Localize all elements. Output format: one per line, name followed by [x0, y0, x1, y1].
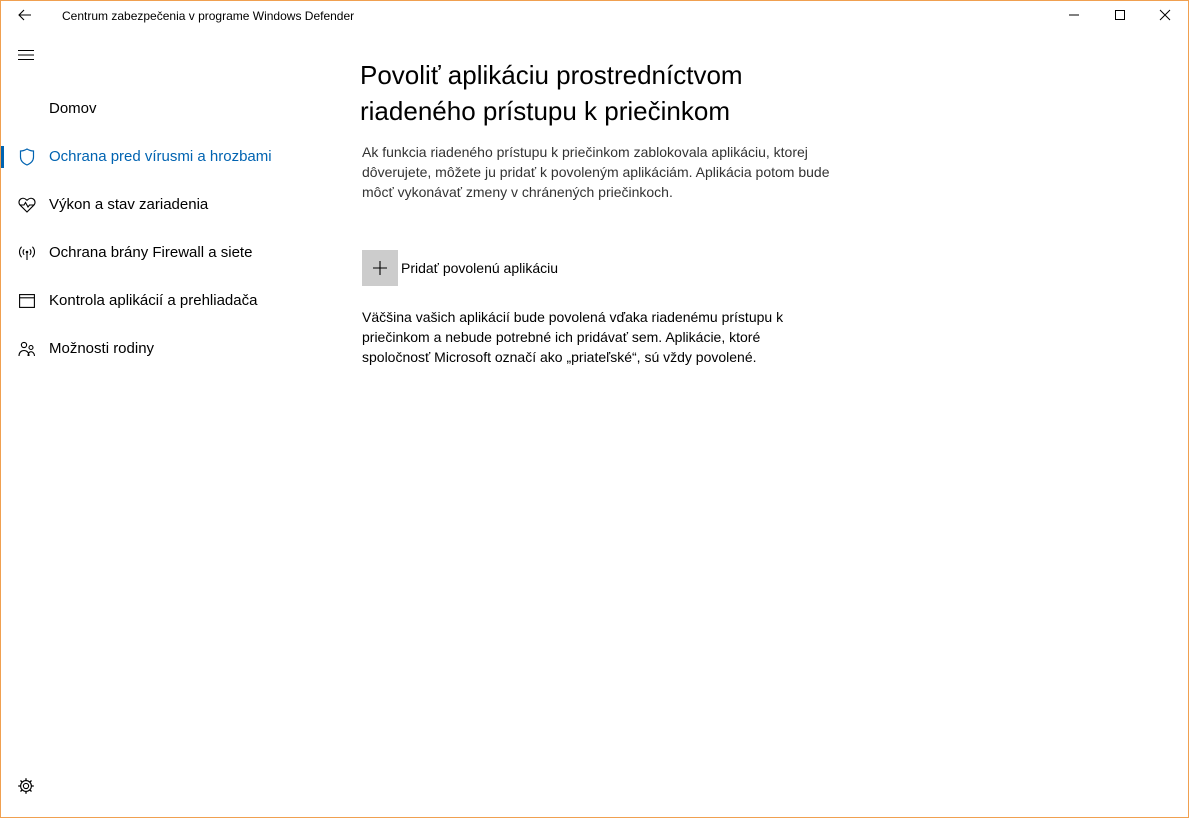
- plus-icon: [362, 250, 398, 286]
- page-description: Ak funkcia riadeného prístupu k priečinkom zablokovala aplikáciu, ktorej dôverujete, môžete ju pridať k povoleným aplikáciám. Aplikácia potom bude môcť vykonávať zmeny v chránených priečinkoch.: [362, 144, 830, 200]
- info-text: Väčšina vašich aplikácií bude povolená vďaka riadenému prístupu k priečinkom a nebude potrebné ich pridávať sem. Aplikácie, ktoré spoločnosť Microsoft označí ako „priateľské“, sú vždy povolené.: [362, 309, 784, 365]
- add-allowed-app-label: Pridať povolenú aplikáciu: [401, 260, 559, 276]
- sidebar-item-label: Výkon a stav zariadenia: [49, 196, 209, 213]
- minimize-icon: [1068, 8, 1080, 26]
- sidebar-item-family-options[interactable]: [1, 325, 321, 373]
- sidebar-nav: [1, 85, 321, 373]
- sidebar-item-device-health[interactable]: [1, 181, 321, 229]
- maximize-button[interactable]: [1097, 1, 1143, 33]
- menu-button[interactable]: [10, 41, 42, 73]
- minimize-button[interactable]: [1051, 1, 1097, 33]
- arrow-left-icon: [18, 8, 32, 26]
- close-button[interactable]: [1142, 1, 1188, 33]
- sidebar-item-label: Možnosti rodiny: [49, 340, 155, 357]
- gear-icon: [17, 777, 35, 800]
- sidebar-item-home[interactable]: [1, 85, 321, 133]
- close-icon: [1159, 8, 1171, 26]
- sidebar-item-label: Ochrana pred vírusmi a hrozbami: [49, 148, 272, 165]
- wireless-icon: [17, 243, 37, 263]
- home-icon: [17, 99, 37, 119]
- sidebar-item-app-browser-control[interactable]: [1, 277, 321, 325]
- page-title: Povoliť aplikáciu prostredníctvom riadeného prístupu k priečinkom: [360, 60, 743, 126]
- add-allowed-app-button[interactable]: [362, 250, 558, 286]
- back-button[interactable]: [9, 1, 41, 33]
- heart-pulse-icon: [17, 195, 37, 215]
- sidebar-item-firewall[interactable]: [1, 229, 321, 277]
- sidebar-item-label: Domov: [49, 100, 97, 117]
- browser-window-icon: [17, 291, 37, 311]
- sidebar-item-label: Kontrola aplikácií a prehliadača: [49, 292, 258, 309]
- hamburger-icon: [18, 48, 34, 66]
- sidebar-item-virus-protection[interactable]: [1, 133, 321, 181]
- shield-icon: [17, 147, 37, 167]
- family-icon: [17, 339, 37, 359]
- settings-button[interactable]: [15, 777, 37, 799]
- maximize-icon: [1114, 8, 1126, 26]
- window-title: Centrum zabezpečenia v programe Windows Defender: [62, 9, 355, 23]
- sidebar-item-label: Ochrana brány Firewall a siete: [49, 244, 253, 261]
- title-bar: [1, 1, 1188, 33]
